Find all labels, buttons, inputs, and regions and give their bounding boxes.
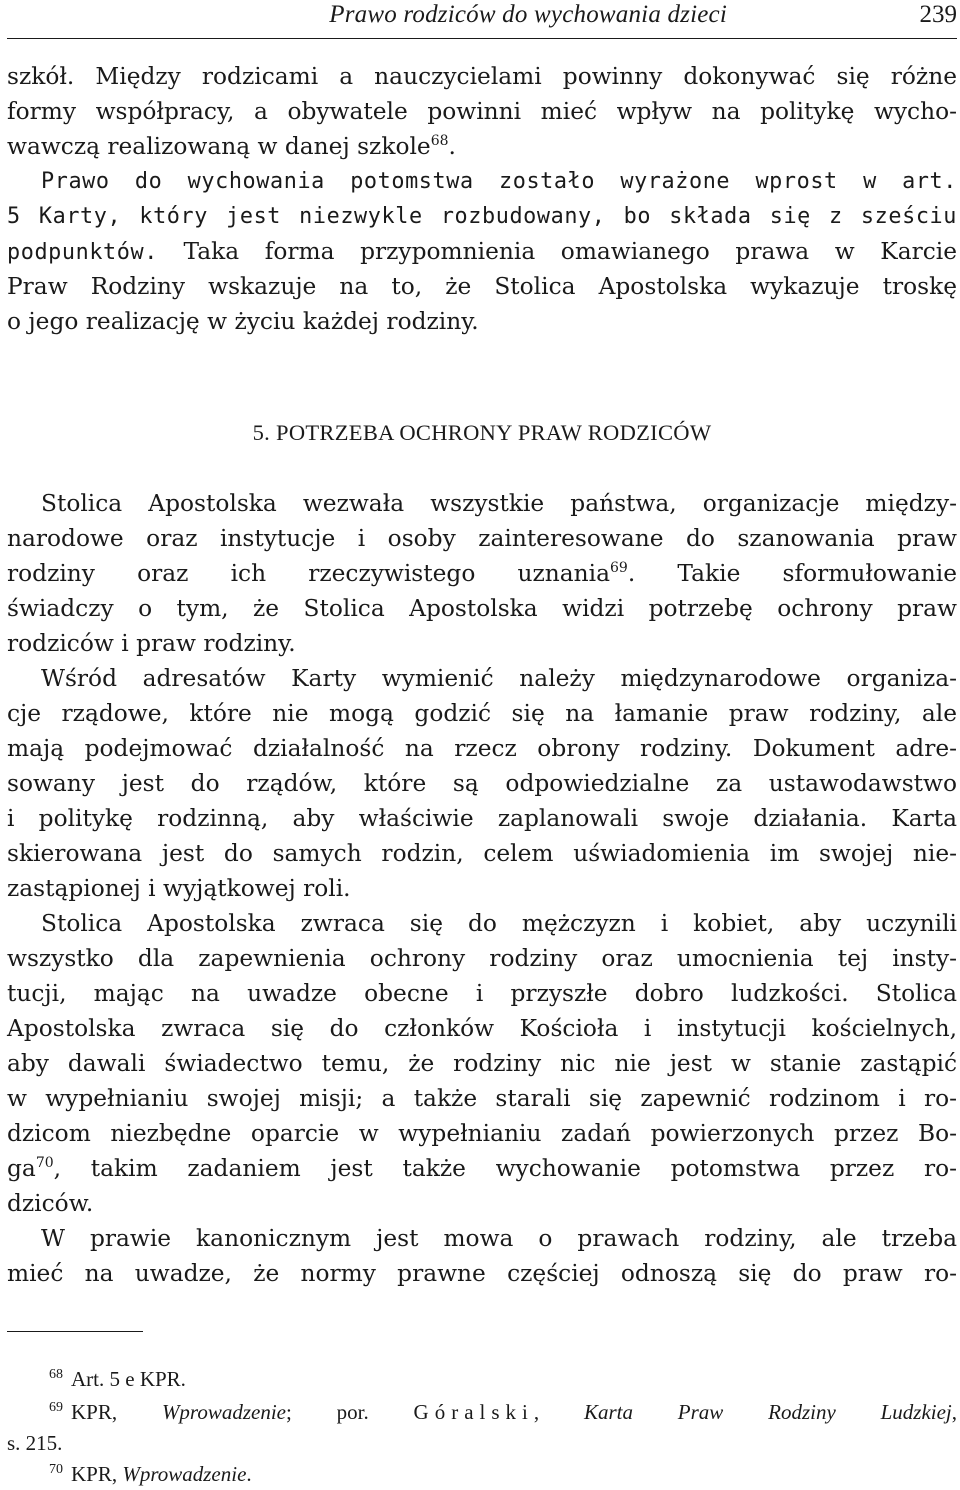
text-line: wszystko dla zapewnienia ochrony rodziny oraz umocnienia tej insty- [7, 945, 957, 972]
text-line: wawczą realizowaną w danej szkole$^{68}$. [7, 133, 456, 160]
text-line: mieć na uwadze, że normy prawne częściej odnoszą się do praw ro- [7, 1260, 957, 1287]
text-line: Prawo do wychowania potomstwa zostało wyrażone wprost w art. [41, 169, 957, 194]
text-line: 5 Karty, który jest niezwykle rozbudowany, bo składa się z sześciu [7, 204, 957, 229]
text-line: szkół. Między rodzicami a nauczycielami powinny dokonywać się różne [7, 63, 957, 90]
text-line: Apostolska zwraca się do członków Kościoła i instytucji kościelnych, [7, 1015, 957, 1042]
text-line: w wypełnianiu swojej misji; a także starali się zapewnić rodzinom i ro- [7, 1085, 957, 1112]
text-line: formy współpracy, a obywatele powinni mieć wpływ na politykę wycho- [7, 98, 957, 125]
text-line: rodziców i praw rodziny. [7, 630, 296, 657]
text-line: Stolica Apostolska zwraca się do mężczyzn i kobiet, aby uczynili [41, 910, 957, 937]
text-line: cje rządowe, które nie mogą godzić się na łamanie praw rodziny, ale [7, 700, 957, 727]
text-line: mają podejmować działalność na rzecz obrony rodziny. Dokument adre- [7, 735, 957, 762]
running-header [7, 0, 957, 39]
text-line: dziców. [7, 1190, 94, 1217]
running-title: Prawo rodziców do wychowania dzieci [329, 1, 727, 28]
text-line: W prawie kanonicznym jest mowa o prawach rodziny, ale trzeba [41, 1225, 957, 1252]
text-line: Stolica Apostolska wezwała wszystkie państwa, organizacje między- [41, 490, 957, 517]
footnote-ref-70[interactable]: 70 [35, 1155, 54, 1171]
text-line: rodziny oraz ich rzeczywistego uznania$^{69}$. Takie sformułowanie [7, 560, 957, 587]
text-line: dzicom niezbędne oparcie w wypełnianiu zadań powierzonych przez Bo- [7, 1120, 957, 1147]
footnote-ref-69[interactable]: 69 [610, 560, 628, 576]
text-line: $ga^{70}$, takim zadaniem jest także wychowanie potomstwa przez ro- [7, 1155, 957, 1182]
page-number: 239 [919, 1, 957, 28]
text-line: narodowe oraz instytucje i osoby zainteresowane do szanowania praw [7, 525, 957, 552]
text-line: Wśród adresatów Karty wymienić należy międzynarodowe organiza- [41, 665, 957, 692]
text-line: skierowana jest do samych rodzin, celem uświadomienia im swojej nie- [7, 840, 957, 867]
text-line: i politykę rodzinną, aby właściwie zaplanowali swoje działania. Karta [7, 805, 957, 832]
text-line: o jego realizację w życiu każdej rodziny. [7, 308, 479, 335]
text-line: tucji, mając na uwadze obecne i przyszłe dobro ludzkości. Stolica [7, 980, 957, 1007]
text-line: zastąpionej i wyjątkowej roli. [7, 875, 351, 902]
text-line: Praw Rodziny wskazuje na to, że Stolica Apostolska wykazuje troskę [7, 273, 957, 300]
footnote-68: $^{68}$ Art. 5 e KPR. [49, 1367, 186, 1391]
text-line: świadczy o tym, że Stolica Apostolska widzi potrzebę ochrony praw [7, 595, 957, 622]
footnote-ref-68[interactable]: 68 [430, 133, 449, 149]
footnote-separator [7, 1331, 143, 1332]
text-line: podpunktów. Taka forma przypomnienia omawianego prawa w Karcie [7, 238, 958, 265]
text-line: aby dawali świadectwo temu, że rodziny nic nie jest w stanie zastąpić [7, 1050, 957, 1077]
footnote-69-continued: s. 215. [7, 1431, 63, 1455]
text-line: sowany jest do rządów, które są odpowiedzialne za ustawodawstwo [7, 770, 957, 797]
section-heading: 5. POTRZEBA OCHRONY PRAW RODZICÓW [252, 420, 712, 445]
footnote-70: $^{70}$ KPR, Wprowadzenie. [49, 1462, 252, 1486]
footnote-69: $^{69}$ KPR, Wprowadzenie; por. Góralski, Karta Praw Rodziny Ludzkiej, [49, 1400, 958, 1424]
